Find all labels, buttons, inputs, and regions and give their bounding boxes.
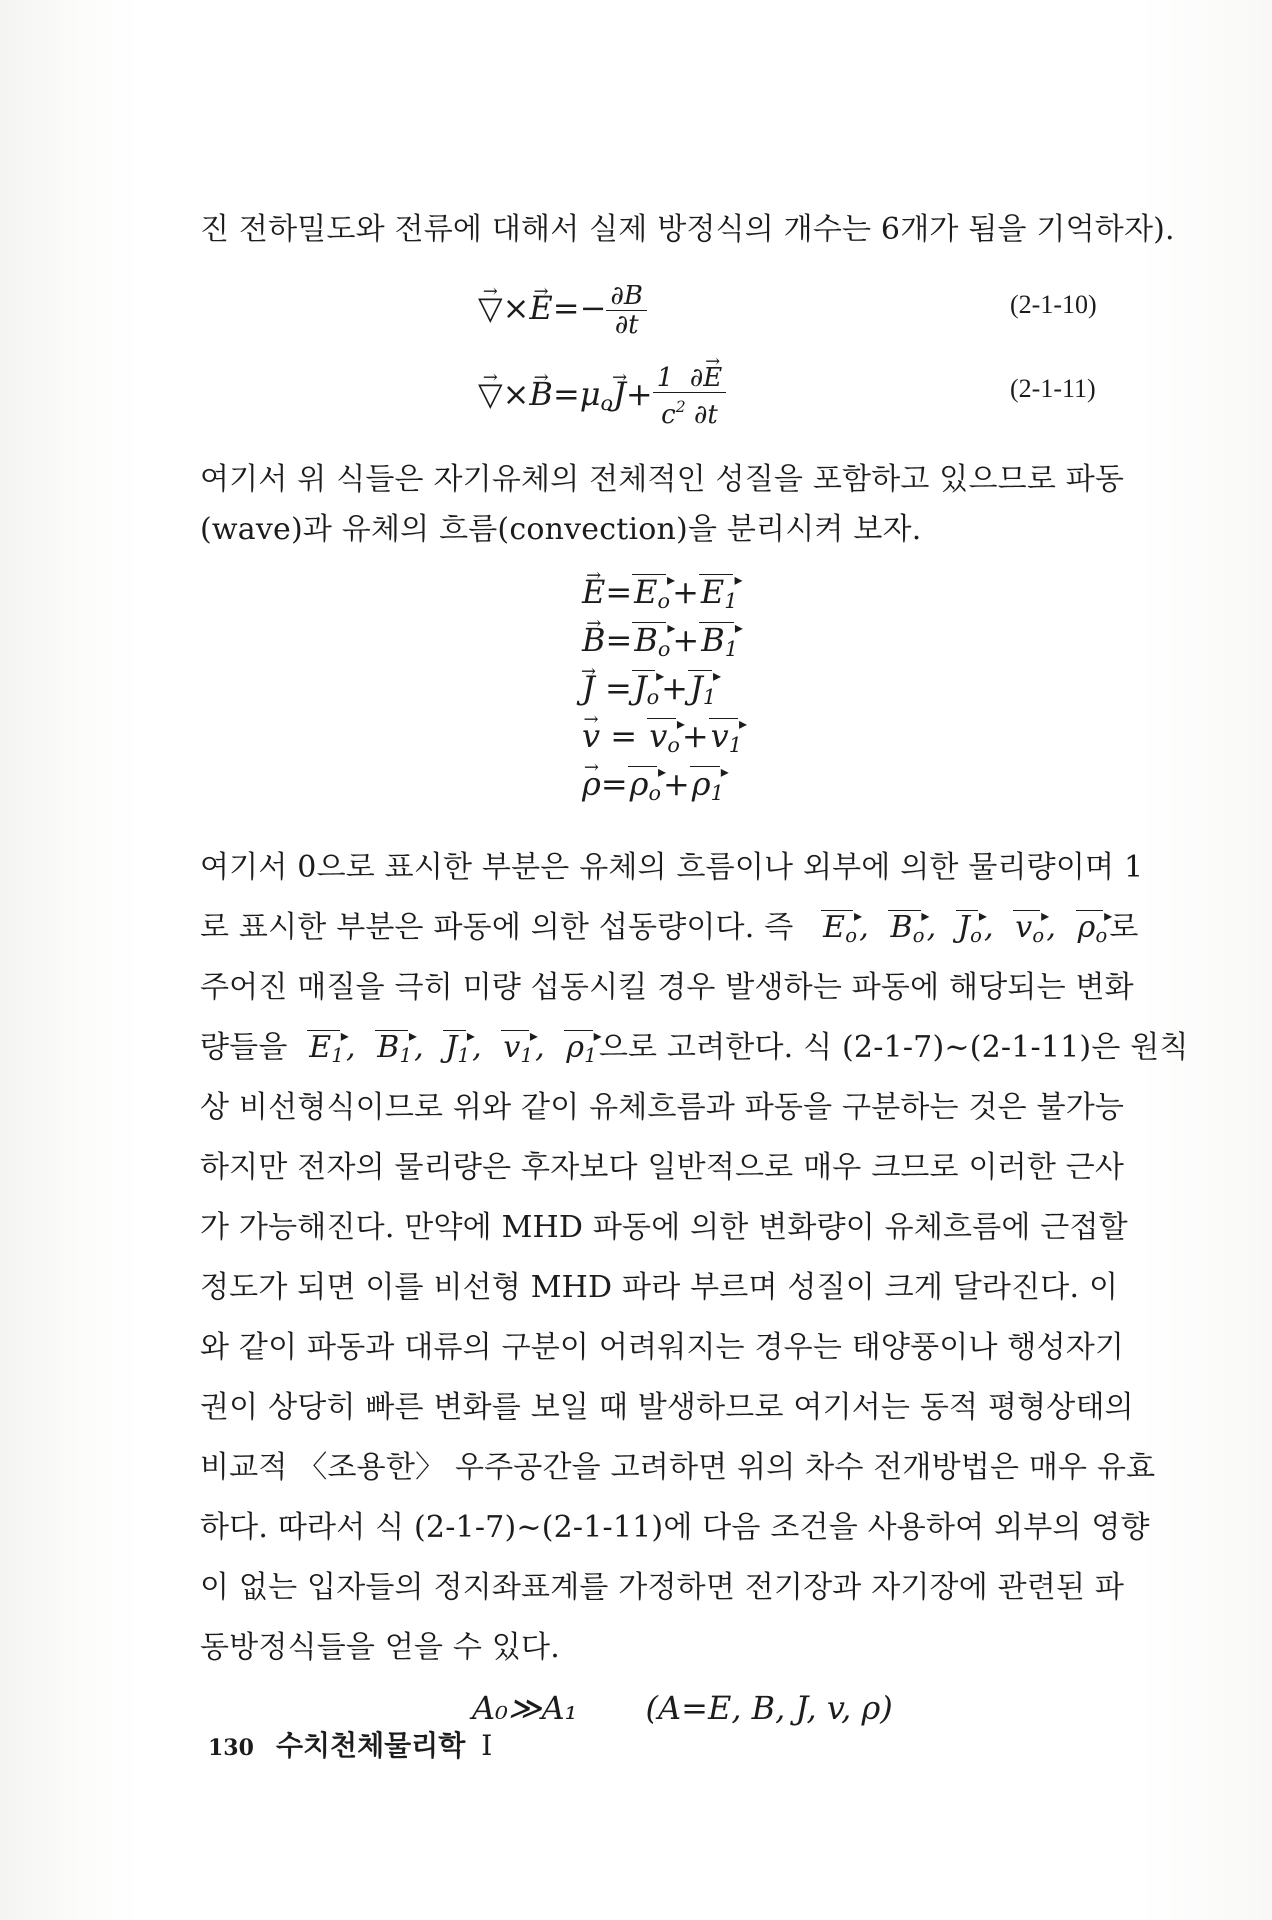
text-line: 하지만 전자의 물리량은 후자보다 일반적으로 매우 크므로 이러한 근사 (200, 1150, 1125, 1185)
order-condition: A₀≫A₁ (A=E, B, J, v, ρ) (472, 1689, 893, 1727)
book-title: 수치천체물리학 (275, 1729, 466, 1762)
text-line: 여기서 위 식들은 자기유체의 전체적인 성질을 포함하고 있으므로 파동 (200, 462, 1125, 497)
decomp-e: → $E=E_o$ $▸+E_1$ ▸ (582, 572, 739, 621)
equation-label-2-1-11: (2-1-11) (1010, 374, 1096, 403)
decomp-rho: → $\rho=\rho_o$ $▸+\rho_1$ ▸ (582, 764, 726, 813)
equation-2-1-11: → ▽×→ $B=\mu_o\to J+$ $\frac{1 \partial\to E}{c^2 \partial t}$ (478, 364, 726, 429)
text-line: 와 같이 파동과 대류의 구분이 어려워지는 경우는 태양풍이나 행성자기 (200, 1330, 1125, 1365)
decomp-j: → $J =J_o$ $▸+J_1$ ▸ (582, 668, 718, 717)
eq1-lhs: → ▽×→ E (478, 289, 553, 327)
text-line: 상 비선형식이므로 위와 같이 유체흐름과 파동을 구분하는 것은 불가능 (200, 1090, 1125, 1125)
text-line: 가 가능해진다. 만약에 MHD 파동에 의한 변화량이 유체흐름에 근접할 (200, 1210, 1128, 1245)
text-line: 주어진 매질을 극히 미량 섭동시킬 경우 발생하는 파동에 해당되는 변화 (200, 970, 1134, 1005)
equation-label-2-1-10: (2-1-10) (1010, 290, 1097, 319)
text-line: 이 없는 입자들의 정지좌표계를 가정하면 전기장과 자기장에 관련된 파 (200, 1570, 1125, 1605)
decomp-b: → $B=B_o$ $▸+B_1$ ▸ (582, 620, 740, 669)
page-footer (208, 1724, 492, 1764)
text-line: 하다. 따라서 식 (2-1-7)~(2-1-11)에 다음 조건을 사용하여 외부의 영향 (200, 1510, 1150, 1545)
text-line: (wave)과 유체의 흐름(convection)을 분리시켜 보자. (200, 512, 922, 547)
text-line: 여기서 0으로 표시한 부분은 유체의 흐름이나 외부에 의한 물리량이며 1 (200, 850, 1144, 885)
eq2-fraction: $\frac{1 \partial\to E}{c^2 \partial t}$ (653, 364, 727, 429)
volume-number: I (481, 1729, 493, 1762)
decomp-v: → $v = v_o$ $▸+v_1$ ▸ (582, 716, 744, 765)
text-line-with-one-terms: 량들을 $E_1$ ▸, $B_1$ ▸, $J_1$ ▸, $v_1$ ▸, $\rho_1$ ▸으로 고려한다. 식 (2-1-7)~(2-1-11)은 원칙 (200, 1028, 1118, 1076)
text-line: 정도가 되면 이를 비선형 MHD 파라 부르며 성질이 크게 달라진다. 이 (200, 1270, 1119, 1305)
text-line: 진 전하밀도와 전류에 대해서 실제 방정식의 개수는 6개가 됨을 기억하자). (200, 212, 1175, 247)
equation-2-1-10: → ▽×→ E=− $\frac{\partial B}{\partial t}$ (478, 282, 647, 339)
page-number: 130 (208, 1735, 254, 1761)
text-line: 동방정식들을 얻을 수 있다. (200, 1630, 560, 1665)
text-line: 권이 상당히 빠른 변화를 보일 때 발생하므로 여기서는 동적 평형상태의 (200, 1390, 1134, 1425)
eq1-fraction: $\frac{\partial B}{\partial t}$ (606, 282, 647, 339)
text-line: 비교적 〈조용한〉 우주공간을 고려하면 위의 차수 전개방법은 매우 유효 (200, 1450, 1156, 1485)
text-line-with-zero-terms: 로 표시한 부분은 파동에 의한 섭동량이다. 즉 $E_o$ ▸, $B_o$ ▸, $J_o$ ▸, $v_o$ ▸, $\rho_o$ ▸로 (200, 908, 1118, 956)
